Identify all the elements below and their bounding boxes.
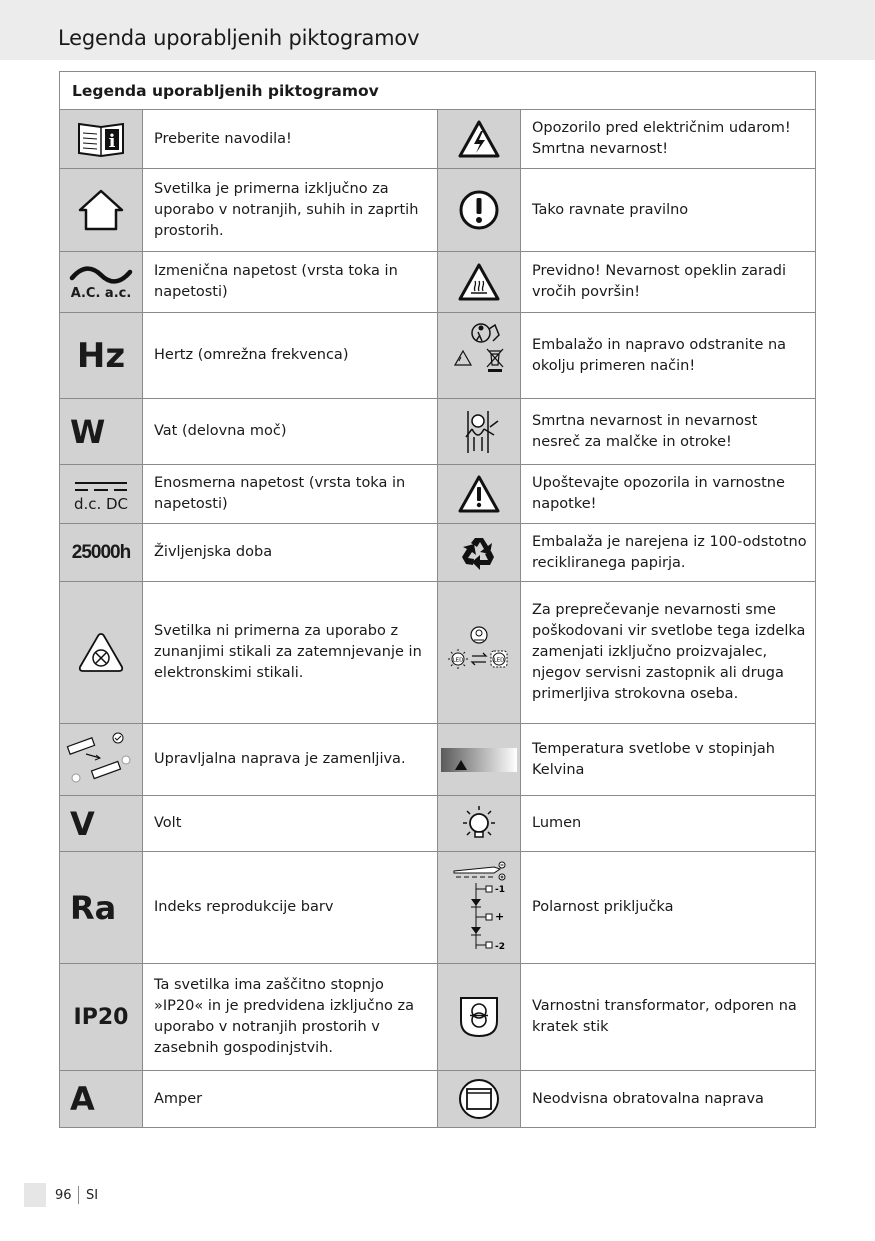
legend-text: Hertz (omrežna frekvenca): [143, 313, 438, 399]
ampere-label: A: [70, 1080, 95, 1118]
page-number: 96: [55, 1188, 72, 1203]
legend-text: Vat (delovna moč): [143, 399, 438, 465]
legend-text: Enosmerna napetost (vrsta toka in napetosti): [143, 465, 438, 524]
polarity-label-2: -2: [495, 941, 505, 952]
table-row: [60, 110, 816, 169]
manual-info-icon: [60, 110, 143, 169]
child-danger-icon: [438, 399, 521, 465]
legend-text: Embalažo in napravo odstranite na okolju primeren način!: [521, 313, 816, 399]
legend-text: Svetilka je primerna izključno za uporabo v notranjih, suhih in zaprtih prostorih.: [143, 169, 438, 252]
watt-icon: [60, 399, 143, 465]
exclamation-circle-icon: [438, 169, 521, 252]
safety-transformer-icon: [438, 964, 521, 1071]
page-title: Legenda uporabljenih piktogramov: [58, 26, 420, 50]
color-temperature-icon: [438, 724, 521, 796]
volt-label: V: [70, 804, 95, 843]
table-row: [60, 964, 816, 1071]
legend-text: Neodvisna obratovalna naprava: [521, 1071, 816, 1128]
dc-label: d.c. DC: [73, 494, 129, 513]
electric-shock-warning-icon: [438, 110, 521, 169]
ampere-icon: [60, 1071, 143, 1128]
table-row: [60, 252, 816, 313]
svg-text:LED: LED: [452, 657, 464, 663]
polarity-icon: [438, 852, 521, 964]
svg-text:i: i: [108, 131, 116, 152]
legend-text: Svetilka ni primerna za uporabo z zunanjimi stikali za zatemnjevanje in elektronskimi stikali.: [143, 582, 438, 724]
legend-text: Smrtna nevarnost in nevarnost nesreč za malčke in otroke!: [521, 399, 816, 465]
polarity-label-plus: +: [495, 909, 505, 923]
table-row: [60, 465, 816, 524]
ip20-label: IP20: [73, 1004, 129, 1030]
recycle-icon: [438, 524, 521, 582]
legend-text: Ta svetilka ima zaščitno stopnjo »IP20« in je predvidena izključno za uporabo v notranjih prostorih v zasebnih gospodinjstvih.: [143, 964, 438, 1071]
table-row: [60, 1071, 816, 1128]
legend-text: Upravljalna naprava je zamenljiva.: [143, 724, 438, 796]
legend-text: Embalaža je narejena iz 100-odstotno recikliranega papirja.: [521, 524, 816, 582]
polarity-label-1: -1: [495, 884, 505, 895]
legend-text: Previdno! Nevarnost opeklin zaradi vročih površin!: [521, 252, 816, 313]
table-row: [60, 169, 816, 252]
legend-text: Za preprečevanje nevarnosti sme poškodovani vir svetlobe tega izdelka zamenjati izključno proizvajalec, njegov servisni zastopnik ali druga primerljiva strokovna oseba.: [521, 582, 816, 724]
legend-text: Upoštevajte opozorila in varnostne napotke!: [521, 465, 816, 524]
color-rendering-icon: [60, 852, 143, 964]
table-row: [60, 524, 816, 582]
no-dimmer-icon: [60, 582, 143, 724]
table-row: [60, 724, 816, 796]
svg-text:LED: LED: [493, 657, 505, 663]
warning-triangle-icon: [438, 465, 521, 524]
language-code: SI: [86, 1188, 99, 1203]
led-replacement-icon: [438, 582, 521, 724]
table-title-row: [60, 72, 816, 110]
legend-text: Preberite navodila!: [143, 110, 438, 169]
hertz-icon: [60, 313, 143, 399]
ac-label: A.C. a.c.: [70, 285, 132, 301]
replaceable-driver-icon: [60, 724, 143, 796]
indoor-house-icon: [60, 169, 143, 252]
hertz-label: Hz: [76, 335, 126, 376]
table-row: [60, 399, 816, 465]
legend-text: Temperatura svetlobe v stopinjah Kelvina: [521, 724, 816, 796]
table-row: [60, 313, 816, 399]
footer-marker: [24, 1183, 46, 1207]
pictogram-legend-table: [59, 71, 816, 1128]
independent-control-gear-icon: [438, 1071, 521, 1128]
watt-label: W: [70, 412, 106, 451]
legend-text: Opozorilo pred električnim udarom! Smrtna nevarnost!: [521, 110, 816, 169]
legend-text: Lumen: [521, 796, 816, 852]
lifetime-label: 25000h: [71, 541, 131, 563]
legend-text: Življenjska doba: [143, 524, 438, 582]
lifetime-icon: [60, 524, 143, 582]
legend-text: Indeks reprodukcije barv: [143, 852, 438, 964]
footer-divider: [78, 1186, 79, 1204]
table-row: [60, 582, 816, 724]
legend-text: Volt: [143, 796, 438, 852]
table-row: [60, 852, 816, 964]
legend-text: Tako ravnate pravilno: [521, 169, 816, 252]
legend-text: Izmenična napetost (vrsta toka in napetosti): [143, 252, 438, 313]
legend-text: Amper: [143, 1071, 438, 1128]
disposal-recycling-icon: [438, 313, 521, 399]
table-row: [60, 796, 816, 852]
ra-label: Ra: [70, 888, 117, 927]
legend-text: Polarnost priključka: [521, 852, 816, 964]
lumen-bulb-icon: [438, 796, 521, 852]
legend-text: Varnostni transformator, odporen na kratek stik: [521, 964, 816, 1071]
ip20-icon: [60, 964, 143, 1071]
hot-surface-warning-icon: [438, 252, 521, 313]
volt-icon: [60, 796, 143, 852]
alternating-current-icon: [60, 252, 143, 313]
table-title: Legenda uporabljenih piktogramov: [60, 72, 816, 110]
direct-current-icon: [60, 465, 143, 524]
